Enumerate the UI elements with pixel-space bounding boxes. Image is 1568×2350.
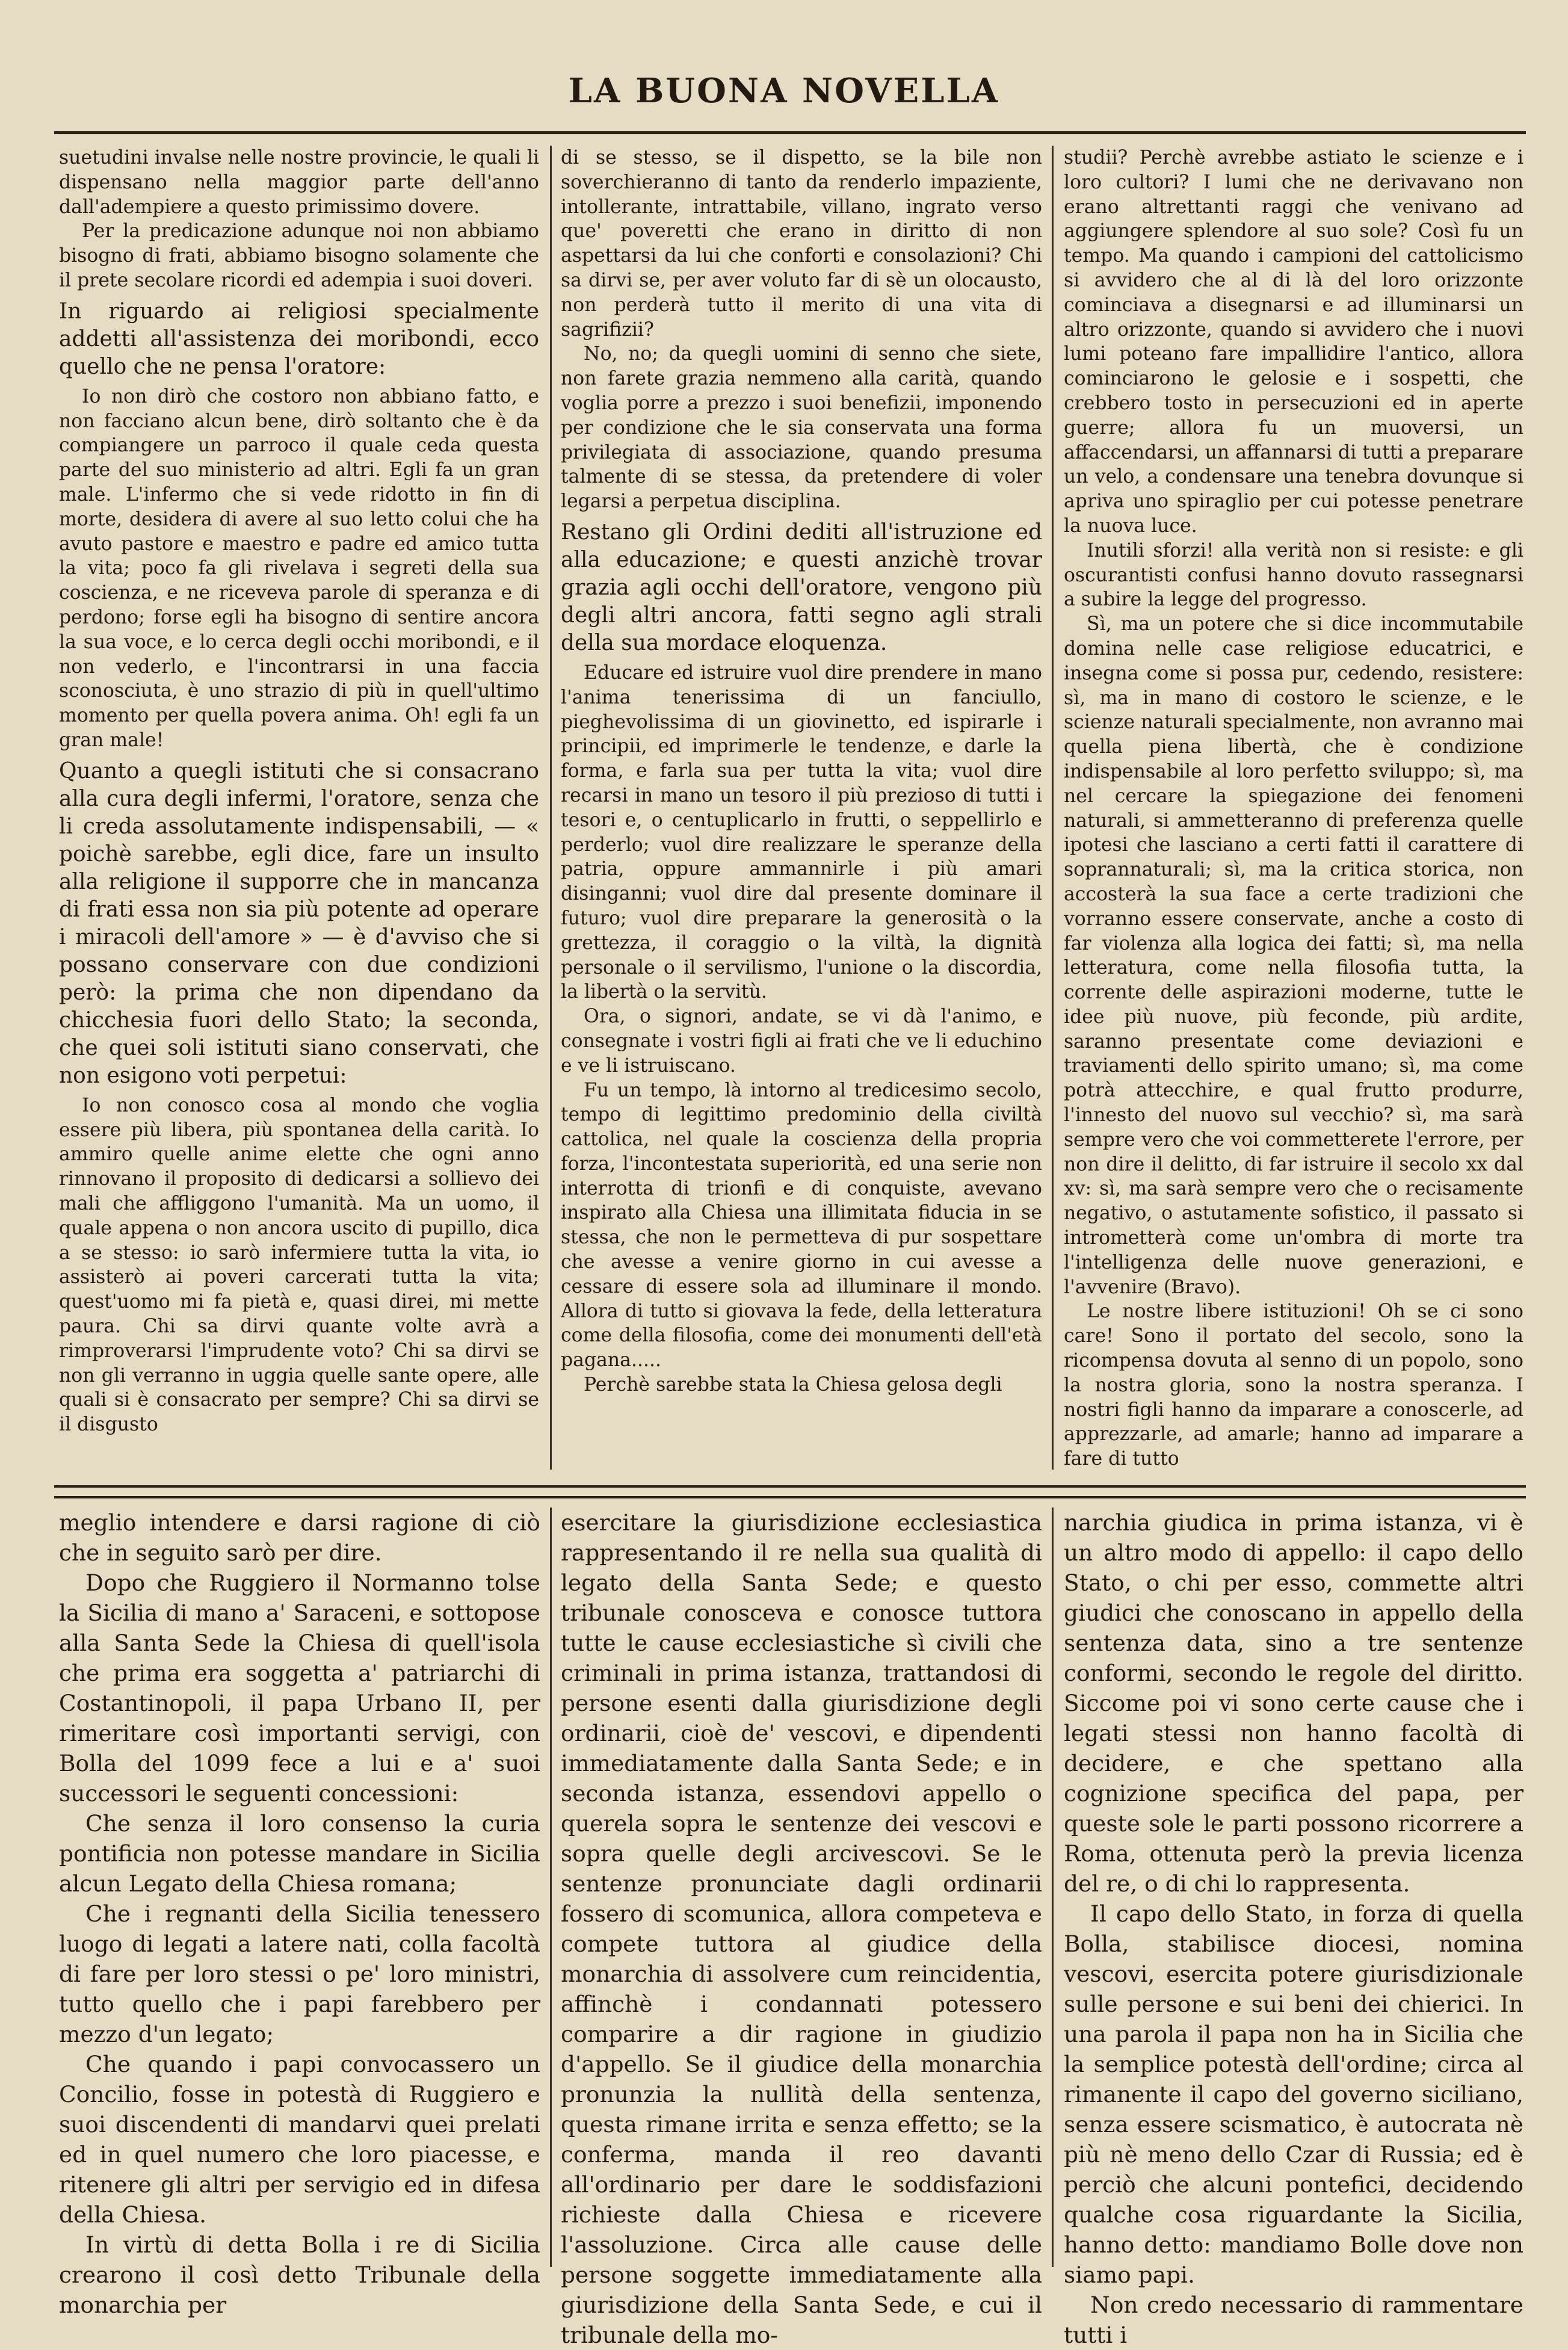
page-title: LA BUONA NOVELLA [568, 71, 1000, 111]
paragraph: suetudini invalse nelle nostre provincie, le quali li dispensano nella maggior parte dell'anno dall'adempiere a questo primissimo dovere. [59, 147, 539, 218]
paragraph: In riguardo ai religiosi specialmente addetti all'assistenza dei moribondi, ecco quello che ne pensa l'oratore: [59, 298, 539, 379]
header-rule [54, 131, 1526, 134]
paragraph: Che senza il loro consenso la curia pontificia non potesse mandare in Sicilia alcun Legato della Chiesa romana; [59, 1810, 540, 1897]
column-divider [550, 1507, 552, 2267]
paragraph: Sì, ma un potere che si dice incommutabile domina nelle case religiose educatrici, e insegna come si possa pur, cedendo, resistere: sì, ma in mano di costoro le scienze, e le scienze naturali specialmente, non avranno mai quella piena libertà, che è condizione indispensabile al loro perfetto sviluppo; sì, ma nel cercare la spiegazione dei fenomeni naturali, si ammetteranno di preferenza quelle ipotesi che lasciano a certi fatti il carattere di soprannaturali; sì, ma la critica storica, non accosterà la sua face a certe tradizioni che vorranno essere conservate, anche a costo di far violenza alla logica dei fatti; sì, ma nella letteratura, come nella filosofia tutta, la corrente delle aspirazioni moderne, tutte le idee più nuove, più feconde, più ardite, saranno presentate come deviazioni e traviamenti dello spirito umano; sì, ma come potrà attecchire, e qual frutto produrre, l'innesto del nuovo sul vecchio? sì, ma sarà sempre vero che voi commetterete l'errore, per non dire il delitto, di far istruire il secolo xx dal xv: sì, ma sarà sempre vero che o recisamente negativo, o astutamente sofistico, il passato si intrometterà come un'ombra di morte tra l'intelligenza delle nuove generazioni, e l'avvenire (Bravo). [1064, 613, 1523, 1298]
paragraph: Le nostre libere istituzioni! Oh se ci sono care! Sono il portato del secolo, sono la ricompensa dovuta al senno di un popolo, sono la nostra gloria, sono la nostra speranza. I nostri figli hanno da imparare a conoscerle, ad apprezzarle, ad amarle; hanno ad imparare a fare di tutto [1064, 1300, 1523, 1470]
paragraph: No, no; da quegli uomini di senno che siete, non farete grazia nemmeno alla carità, quando voglia porre a prezzo i suoi benefizii, imponendo per condizione che le sia conservata una forma privilegiata di associazione, quando presuma talmente di se stessa, da pretendere di voler legarsi a perpetua disciplina. [561, 343, 1042, 513]
top-column-3 [1064, 146, 1523, 1470]
paragraph: di se stesso, se il dispetto, se la bile non soverchieranno di tanto da renderlo impaziente, intollerante, intrattabile, villano, ingrato verso que' poveretti che erano in diritto di non aspettarsi da lui che conforti e consolazioni? Chi sa dirvi se, per aver voluto far di sè un olocausto, non perderà tutto il merito di una vita di sagrifizii? [561, 147, 1042, 341]
paragraph: Per la predicazione adunque noi non abbiamo bisogno di frati, abbiamo bisogno solamente che il prete secolare ricordi ed adempia i suoi doveri. [59, 220, 539, 291]
paragraph: Non credo necessario di rammentare tutti i [1064, 2292, 1523, 2348]
column-divider [550, 146, 552, 1470]
paragraph: Perchè sarebbe stata la Chiesa gelosa degli [584, 1374, 1002, 1396]
paragraph: Educare ed istruire vuol dire prendere in mano l'anima tenerissima di un fanciullo, pieghevolissima di un giovinetto, ed ispirarle i principii, ed imprimerle le tendenze, e darle la forma, e farla sua per tutta la vita; vuol dire recarsi in mano un tesoro il più prezioso di tutti i tesori e, o centuplicarlo in frutti, o seppellirlo e perderlo; vuol dire realizzare le speranze della patria, oppure ammannirle i più amari disinganni; vuol dire dal presente dominare il futuro; vuol dire preparare la generosità o la grettezza, il coraggio o la viltà, la dignità personale o il servilismo, l'unione o la discordia, la libertà o la servitù. [561, 661, 1042, 1003]
bottom-column-1 [59, 1507, 540, 2318]
column-divider [1052, 1507, 1054, 2267]
column-divider [1052, 146, 1054, 1470]
paragraph: meglio intendere e darsi ragione di ciò che in seguito sarò per dire. [59, 1509, 540, 1566]
top-column-1 [59, 146, 539, 1467]
paragraph: studii? Perchè avrebbe astiato le scienze e i loro cultori? I lumi che ne derivavano non erano altrettanti raggi che venivano ad aggiungere splendore al suo sole? Così fu un tempo. Ma quando i campioni del cattolicismo si avvidero che al di là del loro orizzonte cominciava a disegnarsi e ad illuminarsi un altro orizzonte, quando si avvidero che i nuovi lumi poteano fare impallidire l'antico, allora cominciarono le gelosie e i sospetti, che crebbero tosto in persecuzioni ed in aperte guerre; allora fu un muoversi, un affaccendarsi, un affannarsi di tutti a preparare un velo, a condensare una tenebra dovunque si apriva uno spiraglio per cui potesse penetrare la nuova luce. [1064, 147, 1523, 537]
paragraph: Che quando i papi convocassero un Concilio, fosse in potestà di Ruggiero e suoi discendenti di mandarvi quei prelati ed in quel numero che loro piacesse, e ritenere gli altri per servigio ed in difesa della Chiesa. [59, 2051, 540, 2228]
paragraph: esercitare la giurisdizione ecclesiastica rappresentando il re nella sua qualità di legato della Santa Sede; e questo tribunale conosceva e conosce tuttora tutte le cause ecclesiastiche sì civili che criminali in prima istanza, trattandosi di persone esenti dalla giurisdizione degli ordinarii, cioè de' vescovi, e dipendenti immediatamente dalla Santa Sede; e in seconda istanza, essendovi appello o querela sopra le sentenze dei vescovi e sopra quelle degli arcivescovi. Se le sentenze pronunciate dagli ordinarii fossero di scomunica, allora competeva e compete tuttora al giudice della monarchia di assolvere cum reincidentia, affinchè i condannati potessero comparire a dir ragione in giudizio d'appello. Se il giudice della monarchia pronunzia la nullità della sentenza, questa rimane irrita e senza effetto; se la conferma, manda il reo davanti all'ordinario per dare le soddisfazioni richieste dalla Chiesa e ricevere l'assoluzione. Circa alle cause delle persone soggette immediatamente alla giurisdizione della Santa Sede, e cui il tribunale della mo- [561, 1509, 1042, 2348]
paragraph: Io non conosco cosa al mondo che voglia essere più libera, più spontanea della carità. Io ammiro quelle anime elette che ogni anno rinnovano il proposito di dedicarsi a sollievo dei mali che affliggono l'umanità. Ma un uomo, il quale appena o non ancora uscito di pupillo, dica a se stesso: io sarò infermiere tutta la vita, io assisterò ai poveri carcerati tutta la vita; quest'uomo mi fa pietà e, quasi direi, mi mette paura. Chi sa dirvi quante volte avrà a rimproverarsi l'imprudente voto? Chi sa dirvi se non gli verranno in uggia quelle sante opere, alle quali si è consacrato per sempre? Chi sa dirvi se il disgusto [59, 1094, 539, 1436]
paragraph: Ora, o signori, andate, se vi dà l'animo, e consegnate i vostri figli ai frati che ve li educhino e ve li istruiscano. [561, 1006, 1042, 1077]
bottom-column-3 [1064, 1507, 1523, 2348]
paragraph: Restano gli Ordini dediti all'istruzione ed alla educazione; e questi anzichè trovar grazia agli occhi dell'oratore, vengono più degli altri ancora, fatti segno agli strali della sua mordace eloquenza. [561, 519, 1042, 655]
paragraph: Che i regnanti della Sicilia tenessero luogo di legati a latere nati, colla facoltà di fare per loro stessi o pe' loro ministri, tutto quello che i papi farebbero per mezzo d'un legato; [59, 1900, 540, 2047]
paragraph: Quanto a quegli istituti che si consacrano alla cura degli infermi, l'oratore, senza che li creda assolutamente indispensabili, — « poichè sarebbe, egli dice, fare un insulto alla religione il supporre che in mancanza di frati essa non sia più potente ad operare i miracoli dell'amore » — è d'avviso che si possano conservare con due condizioni però: la prima che non dipendano da chicchesia fuori dello Stato; la seconda, che quei soli istituti siano conservati, che non esigono voti perpetui: [59, 758, 539, 1088]
paragraph: Inutili sforzi! alla verità non si resiste: e gli oscurantisti confusi hanno dovuto rassegnarsi a subire la legge del progresso. [1064, 539, 1523, 611]
paragraph: Dopo che Ruggiero il Normanno tolse la Sicilia di mano a' Saraceni, e sottopose alla Santa Sede la Chiesa di quell'isola che prima era soggetta a' patriarchi di Costantinopoli, il papa Urbano II, per rimeritare così importanti servigi, con Bolla del 1099 fece a lui e a' suoi successori le seguenti concessioni: [59, 1569, 540, 1807]
paragraph: Io non dirò che costoro non abbiano fatto, e non facciano alcun bene, dirò soltanto che è da compiangere un parroco il quale ceda questa parte del suo ministerio ad altri. Egli fa un gran male. L'infermo che si vede ridotto in fin di morte, desidera di avere al suo letto colui che ha avuto pastore e maestro e padre ed amico tutta la vita; poco fa gli rivelava i segreti della sua coscienza, e ne riceveva parole di speranza e di perdono; forse egli ha bisogno di sentire ancora la sua voce, e lo cerca degli occhi moribondi, e il non vederlo, e l'incontrarsi in una faccia sconosciuta, è uno strazio di più in quell'ultimo momento per quella povera anima. Oh! egli fa un gran male! [59, 385, 539, 751]
paragraph: Il capo dello Stato, in forza di quella Bolla, stabilisce diocesi, nomina vescovi, esercita potere giurisdizionale sulle persone e sui beni dei chierici. In una parola il papa non ha in Sicilia che la semplice potestà dell'ordine; circa al rimanente il capo del governo siciliano, senza essere scismatico, è autocrata nè più nè meno dello Czar di Russia; ed è perciò che alcuni pontefici, decidendo qualche cosa riguardante la Sicilia, hanno detto: mandiamo Bolle dove non siamo papi. [1064, 1900, 1523, 2288]
paragraph: In virtù di detta Bolla i re di Sicilia crearono il così detto Tribunale della monarchia per [59, 2231, 540, 2318]
bottom-column-2 [561, 1507, 1042, 2348]
paragraph: narchia giudica in prima istanza, vi è un altro modo di appello: il capo dello Stato, o chi per esso, commette altri giudici che conoscano in appello della sentenza data, sino a tre sentenze conformi, secondo le regole del diritto. Siccome poi vi sono certe cause che i legati stessi non hanno facoltà di decidere, e che spettano alla cognizione specifica del papa, per queste sole le parti possono ricorrere a Roma, ottenuta però la previa licenza del re, o di chi lo rappresenta. [1064, 1509, 1523, 1897]
paragraph: Fu un tempo, là intorno al tredicesimo secolo, tempo di legittimo predominio della civiltà cattolica, nel quale la coscienza della propria forza, l'incontestata superiorità, ed una serie non interrotta di trionfi e di conquiste, avevano inspirato alla Chiesa una illimitata fiducia in se stessa, che non le permetteva di pur sospettare che avesse a venire giorno in cui avesse a cessare di essere sola ad illuminare il mondo. Allora di tutto si giovava la fede, della letteratura come della filosofia, come dei monumenti dell'età pagana..... [561, 1079, 1042, 1371]
top-column-2 [561, 146, 1042, 1467]
section-separator [54, 1485, 1526, 1498]
